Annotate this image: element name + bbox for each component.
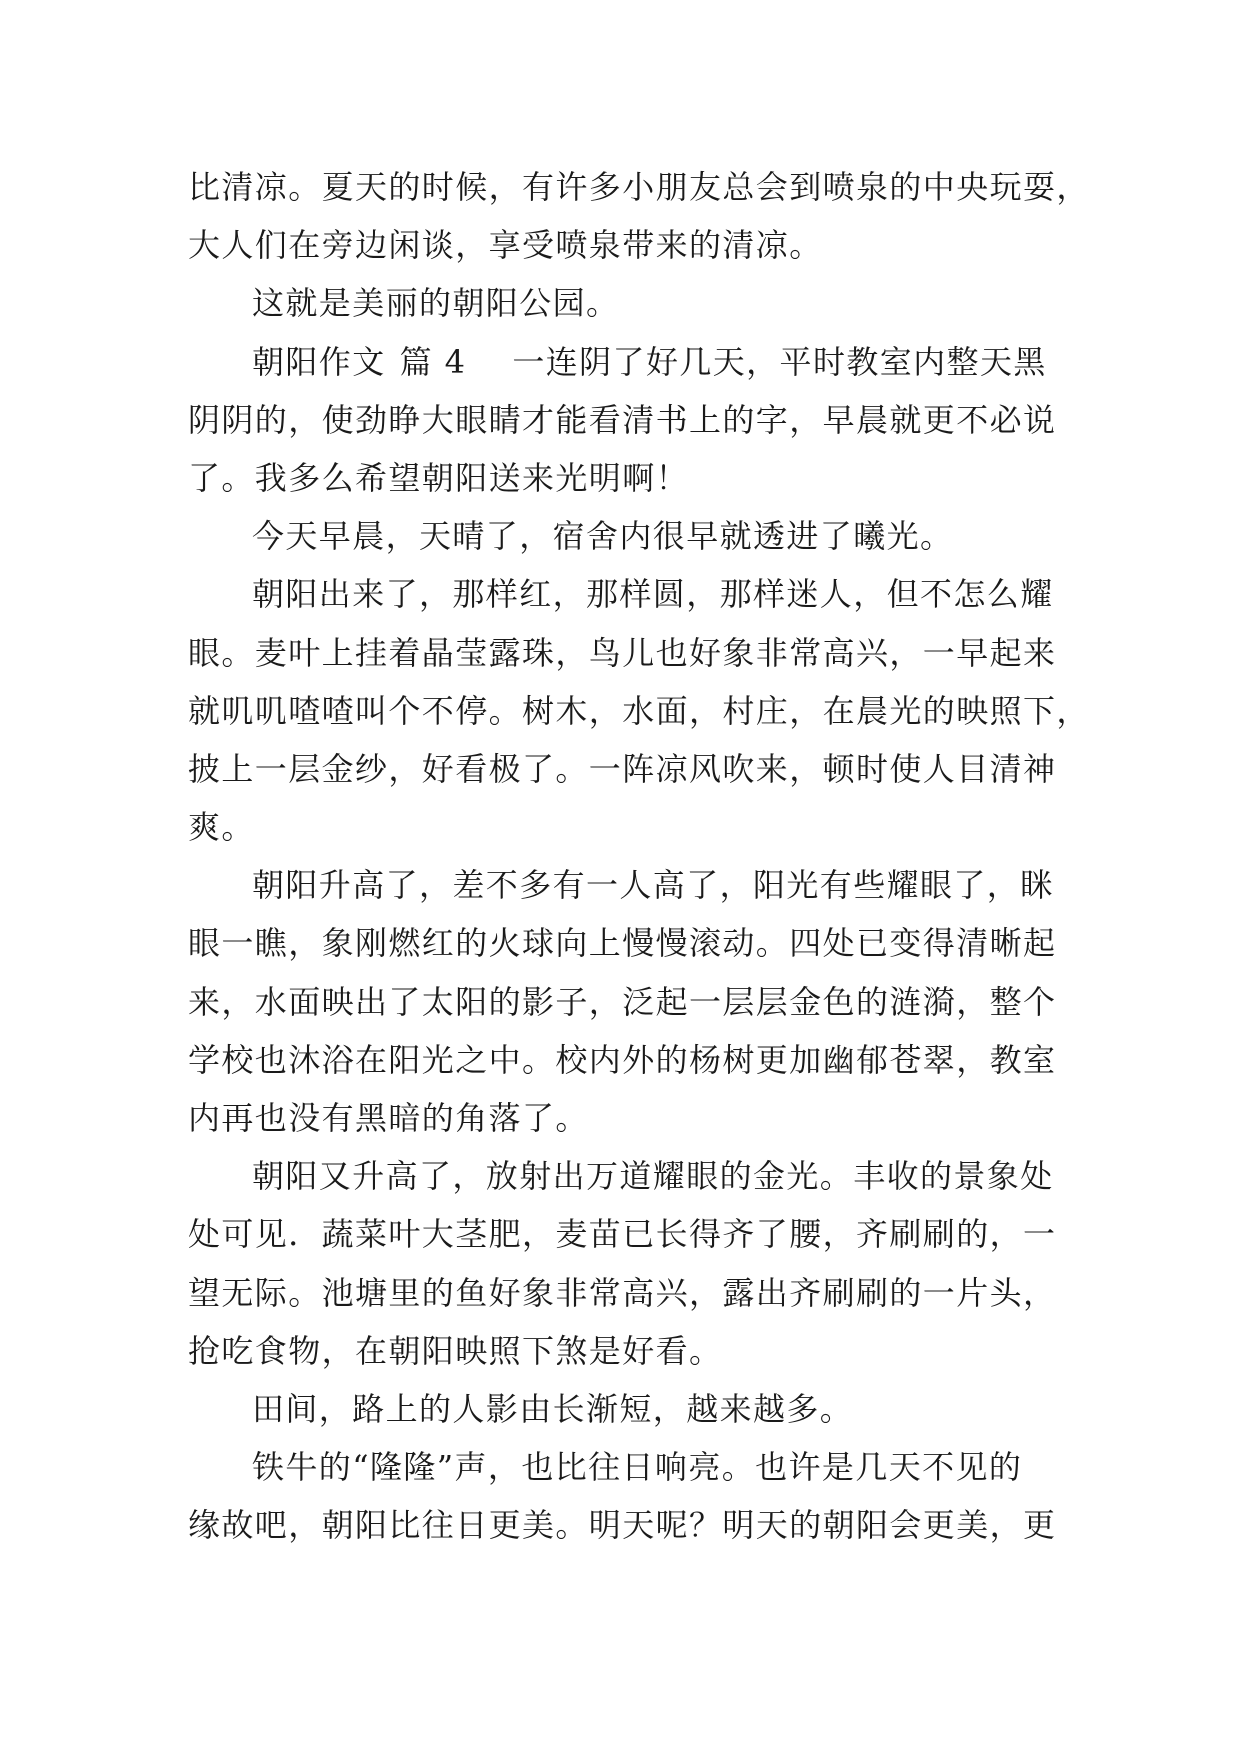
text-line: 来，水面映出了太阳的影子，泛起一层层金色的涟漪，整个 [188, 982, 1057, 1021]
section-first-sentence: 一连阴了好几天，平时教室内整天黑 [512, 342, 1047, 381]
text-line: 披上一层金纱，好看极了。一阵凉风吹来，顿时使人目清神 [188, 749, 1057, 788]
section-number: 篇 4 [399, 342, 467, 381]
document-body [188, 158, 1090, 1555]
paragraph-first-line: 田间，路上的人影由长渐短，越来越多。 [252, 1389, 854, 1428]
text-line: 大人们在旁边闲谈，享受喷泉带来的清凉。 [188, 226, 823, 265]
text-line: 缘故吧，朝阳比往日更美。明天呢？明天的朝阳会更美，更 [188, 1506, 1057, 1545]
text-line: 处可见．蔬菜叶大茎肥，麦苗已长得齐了腰，齐刷刷的，一 [188, 1215, 1057, 1254]
paragraph-first-line: 朝阳出来了，那样红，那样圆，那样迷人，但不怎么耀 [252, 575, 1054, 614]
text-line: 内再也没有黑暗的角落了。 [188, 1099, 589, 1137]
text-line: 望无际。池塘里的鱼好象非常高兴，露出齐刷刷的一片头， [188, 1273, 1057, 1312]
text-line: 就叽叽喳喳叫个不停。树木，水面，村庄，在晨光的映照下， [188, 691, 1090, 730]
text-line: 比清凉。夏天的时候，有许多小朋友总会到喷泉的中央玩耍， [188, 168, 1090, 206]
paragraph-first-line: 今天早晨，天晴了，宿舍内很早就透进了曦光。 [252, 517, 954, 556]
section-heading-line [188, 333, 1058, 391]
text-line: 阴阴的，使劲睁大眼睛才能看清书上的字，早晨就更不必说 [188, 400, 1057, 439]
text-line: 学校也沐浴在阳光之中。校内外的杨树更加幽郁苍翠，教室 [188, 1040, 1057, 1079]
text-line: 了。我多么希望朝阳送来光明啊！ [188, 458, 690, 497]
paragraph-first-line: 朝阳又升高了，放射出万道耀眼的金光。丰收的景象处 [252, 1157, 1054, 1196]
section-title: 朝阳作文 [252, 342, 386, 381]
text-line: 抢吃食物，在朝阳映照下煞是好看。 [188, 1331, 723, 1370]
text-line: 眼。麦叶上挂着晶莹露珠，鸟儿也好象非常高兴，一早起来 [188, 633, 1057, 672]
text-line: 爽。 [188, 808, 255, 847]
paragraph-first-line: 这就是美丽的朝阳公园。 [252, 284, 620, 323]
paragraph-first-line: 铁牛的“隆隆”声，也比往日响亮。也许是几天不见的 [252, 1448, 1023, 1487]
paragraph-first-line: 朝阳升高了，差不多有一人高了，阳光有些耀眼了，眯 [252, 866, 1054, 905]
text-line: 眼一瞧，象刚燃红的火球向上慢慢滚动。四处已变得清晰起 [188, 924, 1057, 963]
